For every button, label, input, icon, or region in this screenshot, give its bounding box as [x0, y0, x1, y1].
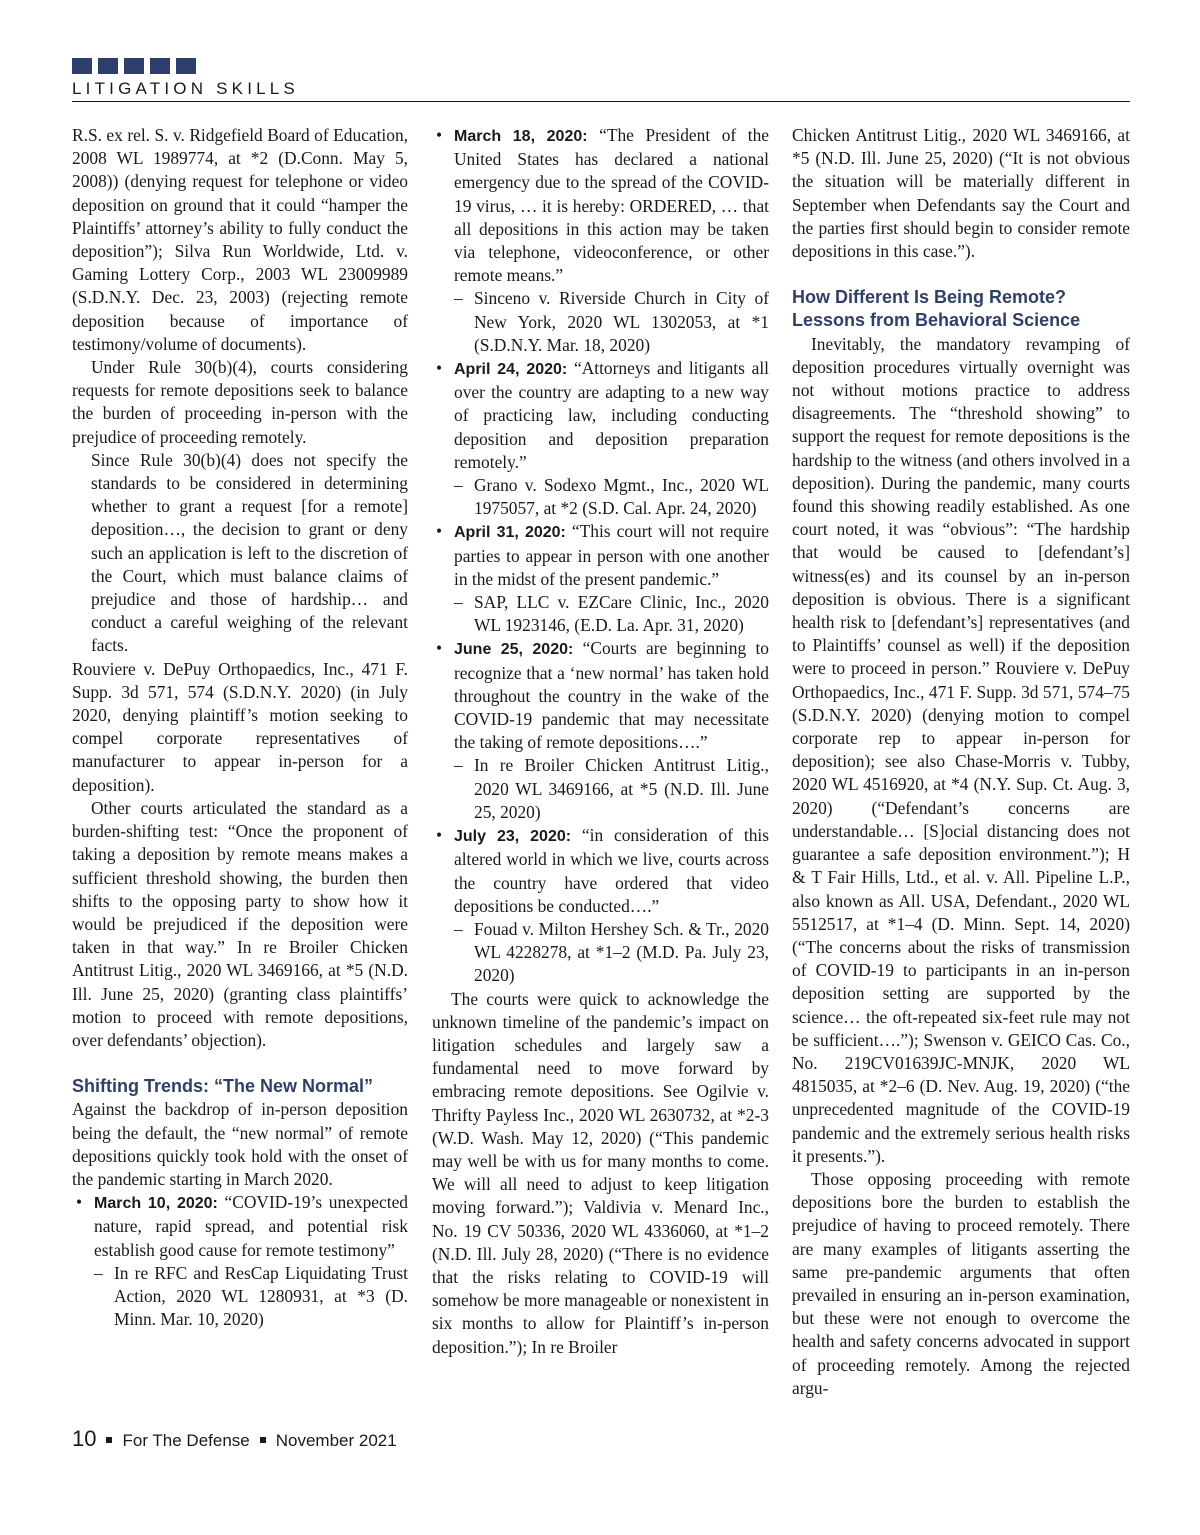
- page-footer: [72, 1426, 397, 1452]
- paragraph-broiler-continued: Chicken Antitrust Litig., 2020 WL 3469166, at *5 (N.D. Ill. June 25, 2020) (“It is not obvious the situation will be materially different in September when Defendants say the Court and the parties first should begin to consider remote depositions in this case.”).: [792, 125, 1130, 262]
- bullet-quote-text: “in consideration of this altered world in which we live, courts across the country have ordered that video depositions be conducted….”: [454, 825, 770, 916]
- bullet-quote-text: “This court will not require parties to appear in person with one another in the midst of the present pandemic.”: [454, 521, 769, 589]
- bullet-quote-text: “COVID-19’s unexpected nature, rapid spread, and potential risk establish good cause for remote testimony”: [94, 1192, 408, 1260]
- column-left: [72, 124, 408, 1331]
- dash-icon: –: [94, 1262, 103, 1283]
- citation-text: Sinceno v. Riverside Church in City of New York, 2020 WL 1302053, at *1 (S.D.N.Y. Mar. 18, 2020): [474, 288, 769, 355]
- bullet-dot-icon: •: [75, 1192, 83, 1213]
- bullet-dot-icon: •: [435, 358, 443, 379]
- header-square: [72, 58, 92, 74]
- footer-separator-icon: [260, 1437, 266, 1443]
- bullet-date-label: April 31, 2020:: [454, 524, 566, 542]
- case-citation-april-24: [432, 474, 769, 520]
- dash-icon: –: [454, 755, 463, 776]
- paragraph-courts-acknowledge: The courts were quick to acknowledge the unknown timeline of the pandemic’s impact on litigation schedules and largely saw a fundamental need to move forward by embracing remote depositions. See Ogilvie v. Thrifty Payless Inc., 2020 WL 2630732, at *2-3 (W.D. Wash. May 12, 2020) (“This pandemic may well be with us for many months to come. We will all need to adjust to keep litigation moving forward.”); Valdivia v. Menard Inc., No. 19 CV 50336, 2020 WL 4336060, at *1–2 (N.D. Ill. July 28, 2020) (“There is no evidence that the risks relating to COVID-19 will somehow be more manageable or nonexistent in six months to allow for Plaintiff’s in-person deposition.”); In re Broiler: [432, 988, 769, 1357]
- issue-date: November 2021: [275, 1431, 397, 1450]
- publication-name: For The Defense: [122, 1431, 250, 1450]
- citation-text: Grano v. Sodexo Mgmt., Inc., 2020 WL 1975057, at *2 (S.D. Cal. Apr. 24, 2020): [474, 475, 769, 519]
- bullet-quote-text: “The President of the United States has declared a national emergency due to the spread of the COVID-19 virus, … it is hereby: ORDERED, … that all depositions in this action may be taken via telephone, videoconference, or other remote means.”: [454, 125, 769, 286]
- header-square: [176, 58, 196, 74]
- timeline-bullet-april-24: [432, 357, 769, 474]
- header-squares: [72, 58, 196, 74]
- bullet-date-label: March 10, 2020:: [94, 1195, 218, 1213]
- bullet-date-label: June 25, 2020:: [454, 641, 574, 659]
- header-square: [98, 58, 118, 74]
- timeline-bullet-march-10: [72, 1191, 408, 1262]
- subheading-behavioral-science: [792, 263, 1130, 332]
- bullet-date-label: July 23, 2020:: [454, 828, 572, 846]
- bullet-date-label: April 24, 2020:: [454, 361, 568, 379]
- column-right: [792, 124, 1130, 1400]
- dash-icon: –: [454, 475, 463, 496]
- paragraph-case-citations: R.S. ex rel. S. v. Ridgefield Board of Education, 2008 WL 1989774, at *2 (D.Conn. May 5, 2008)) (denying request for telephone or video deposition on ground that it could “hamper the Plaintiffs’ attorney’s ability to fully conduct the deposition”); Silva Run Worldwide, Ltd. v. Gaming Lottery Corp., 2003 WL 23009989 (S.D.N.Y. Dec. 23, 2003) (rejecting remote deposition because of importance of testimony/volume of documents).: [72, 125, 408, 354]
- dash-icon: –: [454, 918, 463, 939]
- timeline-bullet-june-25: [432, 637, 769, 754]
- bullet-dot-icon: •: [435, 125, 443, 145]
- paragraph-rule-30b4: Under Rule 30(b)(4), courts considering requests for remote depositions seek to balance the burden of proceeding in-person with the prejudice of proceeding remotely.: [72, 357, 408, 447]
- bullet-quote-text: “Courts are beginning to recognize that a ‘new normal’ has taken hold throughout the country in the wake of the COVID-19 pandemic that may necessitate the taking of remote depositions….”: [454, 638, 769, 753]
- paragraph-burden-shifting: Other courts articulated the standard as a burden-shifting test: “Once the proponent of taking a deposition by remote means makes a sufficient threshold showing, the burden then shifts to the opposing party to show how it would be prejudiced if the deposition were taken in that way.” In re Broiler Chicken Antitrust Litig., 2020 WL 3469166, at *5 (N.D. Ill. June 25, 2020) (granting class plaintiffs’ motion to proceed with remote depositions, over defendants’ objection).: [72, 797, 408, 1050]
- subheading-line-1: How Different Is Being Remote?: [792, 287, 1067, 308]
- citation-text: In re Broiler Chicken Antitrust Litig., 2020 WL 3469166, at *5 (N.D. Ill. June 25, 2020): [474, 755, 769, 822]
- paragraph-rouviere-citation: Rouviere v. DePuy Orthopaedics, Inc., 471 F. Supp. 3d 571, 574 (S.D.N.Y. 2020) (in July 2020, denying plaintiff’s motion seeking to compel corporate representatives of manufacturer to appear in-person for a deposition).: [72, 658, 408, 795]
- bullet-dot-icon: •: [435, 825, 443, 846]
- timeline-bullet-april-31: [432, 520, 769, 591]
- case-citation-july-23: [432, 918, 769, 988]
- timeline-bullet-july-23: [432, 824, 769, 918]
- case-citation-april-31: [432, 591, 769, 637]
- paragraph-opposing-burden: Those opposing proceeding with remote depositions bore the burden to establish the prejudice of having to proceed remotely. There are many examples of litigants asserting the same pre-pandemic arguments that often prevailed in ensuring an in-person examination, but these were not enough to overcome the health and safety concerns advocated in support of proceeding remotely. Among the rejected argu-: [792, 1168, 1130, 1398]
- dash-icon: –: [454, 288, 463, 309]
- bullet-dot-icon: •: [435, 638, 443, 659]
- dash-icon: –: [454, 592, 463, 613]
- subheading-shifting-trends: Shifting Trends: “The New Normal”: [72, 1076, 374, 1097]
- case-citation-march-10: [72, 1262, 408, 1332]
- citation-text: Fouad v. Milton Hershey Sch. & Tr., 2020 WL 4228278, at *1–2 (M.D. Pa. July 23, 2020): [474, 918, 769, 986]
- header-rule: [72, 101, 1130, 102]
- paragraph-new-normal: Against the backdrop of in-person deposition being the default, the “new normal” of remote depositions quickly took hold with the onset of the pandemic starting in March 2020.: [72, 1099, 408, 1189]
- paragraph-threshold-showing: Inevitably, the mandatory revamping of deposition procedures virtually overnight was not without motions practice to address disagreements. The “threshold showing” to support the request for remote depositions is the hardship to the witness (and others involved in a deposition). During the pandemic, many courts found this showing readily established. As one court noted, it was “obvious”: “The hardship that would be caused to [defendant’s] witness(es) and its counsel by an in-person deposition is obvious. There is a significant health risk to [defendant’s] representatives (and to Plaintiffs’ counsel as well) if the deposition were to proceed in person.” Rouviere v. DePuy Orthopaedics, Inc., 471 F. Supp. 3d 571, 574–75 (S.D.N.Y. 2020) (denying motion to compel corporate rep to appear in-person for deposition); see also Chase-Morris v. Tubby, 2020 WL 4516920, at *4 (N.Y. Sup. Ct. Aug. 3, 2020) (“Defendant’s concerns are understandable… [S]ocial distancing does not guarantee a safe deposition environment.”); H & T Fair Hills, Ltd., et al. v. All. Pipeline L.P., also known as All. USA, Defendant., 2020 WL 5512517, at *1–4 (D. Minn. Sept. 14, 2020) (“The concerns about the risks of transmission of COVID-19 to participants in an in-person deposition setting are supported by the science… the oft-repeated six-feet rule may not be sufficient….”); Swenson v. GEICO Cas. Co., No. 219CV01639JC-MNJK, 2020 WL 4815035, at *2–6 (D. Nev. Aug. 19, 2020) (“the unprecedented magnitude of the COVID-19 pandemic and the extremely serious health risks it presents.”).: [792, 333, 1130, 1166]
- bullet-date-label: March 18, 2020:: [454, 128, 588, 145]
- citation-text: In re RFC and ResCap Liquidating Trust Action, 2020 WL 1280931, at *3 (D. Minn. Mar. 10, 2020): [114, 1262, 408, 1330]
- footer-separator-icon: [106, 1437, 112, 1443]
- bullet-quote-text: “Attorneys and litigants all over the country are adapting to a new way of practicing law, including conducting deposition and deposition preparation remotely.”: [454, 358, 769, 472]
- subheading-line-2: Lessons from Behavioral Science: [792, 310, 1081, 331]
- column-middle: [432, 124, 769, 1359]
- header-square: [150, 58, 170, 74]
- header-square: [124, 58, 144, 74]
- bullet-dot-icon: •: [435, 521, 443, 542]
- citation-text: SAP, LLC v. EZCare Clinic, Inc., 2020 WL 1923146, (E.D. La. Apr. 31, 2020): [474, 592, 769, 636]
- case-citation-march-18: [432, 287, 769, 357]
- section-label: LITIGATION SKILLS: [72, 79, 299, 98]
- case-citation-june-25: [432, 754, 769, 824]
- timeline-bullet-march-18: [432, 124, 769, 287]
- page-number: 10: [72, 1426, 97, 1451]
- block-quote-rule-30b4: Since Rule 30(b)(4) does not specify the standards to be considered in determining whether to grant a request [for a remote] deposition…, the decision to grant or deny such an application is left to the discretion of the Court, which must balance claims of prejudice and those of hardship… and conduct a careful weighing of the relevant facts.: [91, 449, 408, 656]
